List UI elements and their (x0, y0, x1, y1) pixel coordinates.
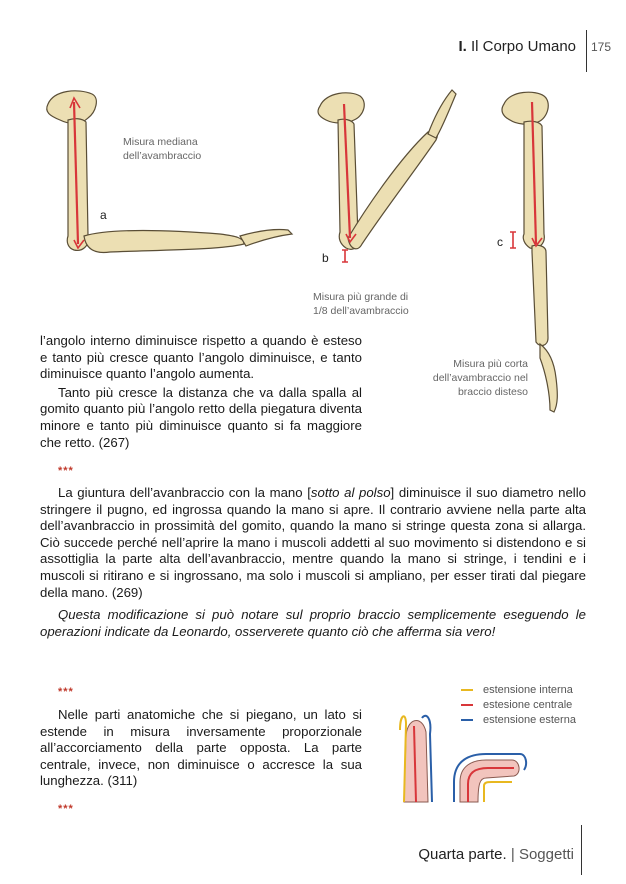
arm-figure-b (310, 88, 470, 268)
forearm-bones-b (348, 130, 437, 248)
chapter-title: Il Corpo Umano (470, 38, 576, 55)
chapter-number: I. (458, 38, 467, 55)
internal-line-bent (484, 782, 512, 802)
shoulder-bone-c (502, 92, 548, 124)
legend-swatch-external (461, 719, 473, 721)
shortening-mark-c (510, 232, 516, 248)
straight-finger-figure (392, 710, 442, 810)
hand-bones-a (240, 229, 292, 246)
legend-item-central: estesione centrale (461, 698, 576, 713)
paragraph-2-body: ] diminuisce il suo diametro nello stringere il pugno, ed ingrossa quando la mano si apre. Il contrario avviene nella parte alta dell’avanbraccio in prossimità del gomito, quando la mano si stringe questa zona si allarga. Ciò succede perché nell’aprire la mano i muscoli addetti al suo movimento si distendono e si assottiglia la parte alta dell’avanbraccio, mentre quando la mano si stringe, i tendini e i muscoli si ritirano e si ingrossano, ma solo i muscoli si ampliano, per esser tirati dal piegare della mano. (269) (40, 485, 586, 600)
excess-mark-b (342, 250, 348, 262)
paragraph-1 (40, 333, 362, 451)
section-separator-2: *** (58, 686, 74, 698)
arm-figure-a (40, 88, 300, 268)
legend-swatch-internal (461, 689, 473, 691)
footer-section: Soggetti (518, 846, 574, 863)
paragraph-1-part-a: l’angolo interno diminuisce rispetto a quando è esteso e tanto più cresce quanto l’angolo diminuisce, e tanto diminuisce quanto l’angolo aumenta. (40, 333, 362, 382)
bent-finger-figure (452, 752, 530, 804)
internal-line-straight (400, 716, 406, 802)
paragraph-1-part-b: Tanto più cresce la distanza che va dalla spalla al gomito quanto più l’angolo retto della piegatura diventa minore e tanto più diminuisce quanto si fa maggiore che retto. (267) (40, 384, 362, 450)
forearm-bones-a (84, 231, 244, 253)
paragraph-2-emphasis: sotto al polso (310, 485, 391, 500)
footer: Quarta parte. | Soggetti (418, 846, 574, 863)
legend-item-internal: estensione interna (461, 683, 576, 698)
section-separator-3: *** (58, 803, 74, 815)
figure-label-a: a (100, 208, 107, 222)
section-separator-1: *** (58, 465, 74, 477)
paragraph-4: Nelle parti anatomiche che si piegano, un lato si estende in misura inversamente proporzionale all’accorciamento della parte opposta. La parte centrale, invece, non diminuisce o accresce la sua lunghezza. (311) (40, 707, 362, 789)
paragraph-3-commentary: Questa modificazione si può notare sul proprio braccio semplicemente eseguendo le operazioni indicate da Leonardo, osserverete quanto ciò che afferma sia vero! (40, 607, 586, 639)
footer-divider (581, 825, 582, 875)
legend (461, 683, 576, 728)
legend-item-external: estensione esterna (461, 713, 576, 728)
paragraph-2-lead: La giuntura dell’avanbraccio con la mano [ (58, 485, 311, 500)
caption-figure-b: Misura più grande di 1/8 dell’avambraccio (313, 291, 409, 317)
figure-label-b: b (322, 251, 329, 265)
header-divider (586, 30, 587, 72)
hand-bones-b (428, 90, 456, 138)
figure-label-c: c (497, 235, 503, 249)
legend-swatch-central (461, 704, 473, 706)
paragraph-2 (40, 485, 586, 601)
footer-part: Quarta parte. (418, 846, 507, 863)
hand-bones-c (540, 344, 557, 412)
chapter-header (458, 38, 576, 55)
caption-figure-a: Misura mediana dell’avambraccio (123, 136, 202, 162)
shoulder-bone-b (318, 93, 364, 123)
page-number: 175 (590, 40, 611, 54)
caption-figure-c: Misura più corta dell’avambraccio nel braccio disteso (432, 358, 528, 398)
forearm-bones-c (532, 245, 548, 345)
